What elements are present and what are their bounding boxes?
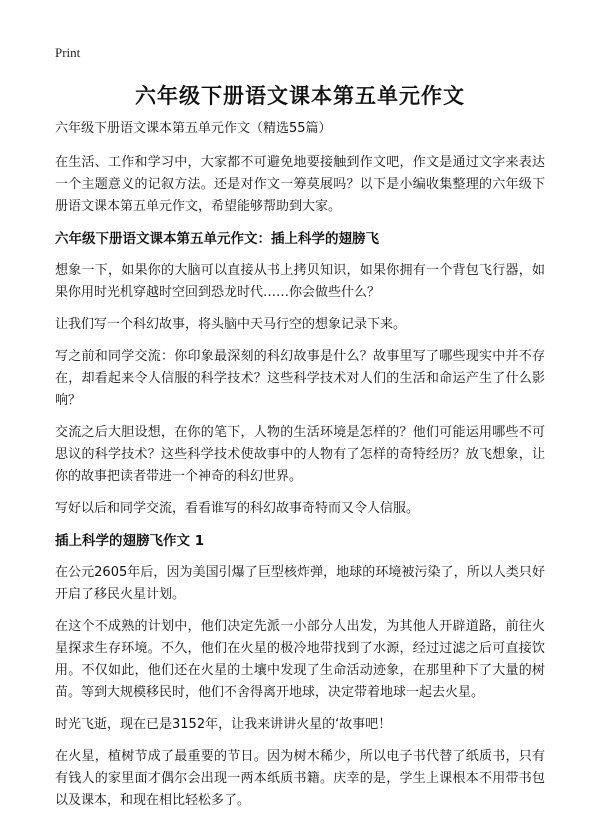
paragraph: 写好以后和同学交流，看看谁写的科幻故事奇特而又令人信服。 [55, 501, 420, 516]
paragraph: 写之前和同学交流：你印象最深刻的科幻故事是什么？故事里写了哪些现实中并不存在，却看起来令人信服的科学技术？这些科学技术对人们的生活和命运产生了什么影响？ [55, 349, 545, 408]
article-body [55, 118, 545, 822]
paragraph: 在这个不成熟的计划中，他们决定先派一小部分人出发，为其他人开辟道路，前往火星探求生存环境。不久，他们在火星的极冷地带找到了水源，经过过滤之后可直接饮用。不仅如此，他们还在火星的土壤中发现了生命活动迹象，在那里种下了大量的树苗。等到大规模移民时，他们不舍得离开地球，决定带着地球一起去火星。 [55, 619, 545, 700]
print-link[interactable]: Print [55, 45, 81, 60]
article-subtitle: 六年级下册语文课本第五单元作文（精选55篇） [55, 121, 332, 136]
section-heading: 插上科学的翅膀飞作文 1 [55, 533, 205, 549]
section-heading: 六年级下册语文课本第五单元作文：插上科学的翅膀飞 [55, 231, 379, 247]
paragraph: 时光飞逝，现在已是3152年，让我来讲讲火星的‘故事吧！ [55, 717, 392, 732]
paragraph: 想象一下，如果你的大脑可以直接从书上拷贝知识，如果你拥有一个背包飞行器，如果你用时光机穿越时空回到恐龙时代……你会做些什么？ [55, 263, 545, 300]
intro-paragraph: 在生活、工作和学习中，大家都不可避免地要接触到作文吧，作文是通过文字来表达一个主题意义的记叙方法。还是对作文一筹莫展吗？以下是小编收集整理的六年级下册语文课本第五单元作文，希望能够帮助到大家。 [55, 155, 545, 214]
page-title: 六年级下册语文课本第五单元作文 [135, 84, 465, 108]
paragraph: 在火星，植树节成了最重要的节日。因为树木稀少，所以电子书代替了纸质书，只有有钱人的家里面才偶尔会出现一两本纸质书籍。庆幸的是，学生上课根本不用带书包以及课本，和现在相比轻松多了。 [55, 749, 545, 808]
paragraph: 让我们写一个科幻故事，将头脑中天马行空的想象记录下来。 [55, 317, 407, 332]
paragraph: 在公元2605年后，因为美国引爆了巨型核炸弹，地球的环境被污染了，所以人类只好开启了移民火星计划。 [55, 565, 545, 602]
paragraph: 交流之后大胆设想，在你的笔下，人物的生活环境是怎样的？他们可能运用哪些不可思议的科学技术？这些科学技术使故事中的人物有了怎样的奇特经历？放飞想象，让你的故事把读者带进一个神奇的科幻世界。 [55, 425, 545, 484]
